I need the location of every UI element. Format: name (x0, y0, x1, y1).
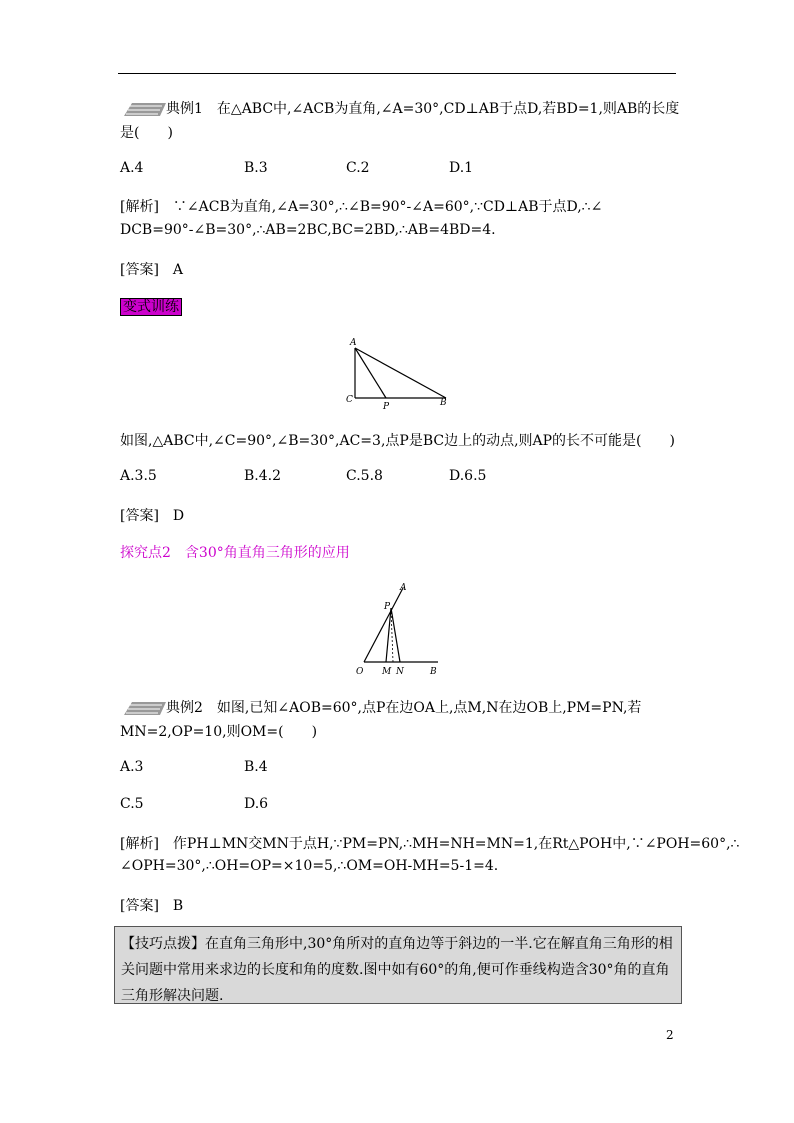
angle-label-o: O (356, 667, 364, 677)
example1-line2: 是( ) (120, 125, 173, 141)
example1-analysis-line2: DCB=90°-∠B=30°,∴AB=2BC,BC=2BD,∴AB=4BD=4. (120, 222, 496, 238)
tip-head: 【技巧点拨】 (121, 936, 205, 952)
example2-answer: [答案] B (120, 898, 184, 914)
angle-label-m: M (382, 667, 392, 677)
variant-option-b: B.4.2 (244, 468, 282, 484)
section2-title: 探究点2 含30°角直角三角形的应用 (120, 545, 350, 561)
example2-label: 典例2 (166, 700, 203, 716)
angle-label-b: B (430, 667, 437, 677)
variant-label-p: P (383, 402, 390, 410)
example1-analysis-line1: [解析] ∵∠ACB为直角,∠A=30°,∴∠B=90°-∠A=60°,∵CD⊥AB于点D,∴∠ (120, 199, 603, 215)
variant-heading (120, 296, 182, 316)
example2-option-d: D.6 (244, 796, 269, 812)
example1-answer: [答案] A (120, 262, 184, 278)
angle-label-p: P (384, 602, 391, 612)
page-number: 2 (666, 1028, 674, 1042)
tip-box (114, 926, 682, 1004)
example-badge-icon (120, 700, 166, 716)
header-rule (118, 73, 676, 74)
example2-question: 如图,已知∠AOB=60°,点P在边OA上,点M,N在边OB上,PM=PN,若 (216, 700, 642, 716)
example2-analysis-line1: [解析] 作PH⊥MN交MN于点H,∵PM=PN,∴MH=NH=MN=1,在Rt△POH中,∵∠POH=60°,∴ (120, 836, 740, 852)
example1-label: 典例1 (166, 101, 203, 117)
example2-option-b: B.4 (244, 759, 268, 775)
variant-question: 如图,△ABC中,∠C=90°,∠B=30°,AC=3,点P是BC边上的动点,则AP的长不可能是( ) (120, 433, 675, 449)
example2-analysis-line2: ∠OPH=30°,∴OH=OP=×10=5,∴OM=OH-MH=5-1=4. (120, 858, 499, 874)
variant-option-c: C.5.8 (346, 468, 383, 484)
angle-label-a: A (400, 583, 407, 593)
angle-label-n: N (396, 667, 404, 677)
example1-question: 在△ABC中,∠ACB为直角,∠A=30°,CD⊥AB于点D,若BD=1,则AB的长度 (216, 101, 680, 117)
example-badge-icon (120, 101, 166, 117)
example1-option-a: A.4 (120, 160, 144, 176)
variant-label-b: B (440, 398, 447, 408)
angle-figure (352, 578, 448, 678)
variant-option-d: D.6.5 (449, 468, 487, 484)
example1-option-b: B.3 (244, 160, 268, 176)
example1-option-c: C.2 (346, 160, 370, 176)
tip-text: 在直角三角形中,30°角所对的直角边等于斜边的一半.它在解直角三角形的相关问题中常用来求边的长度和角的度数.图中如有60°的角,便可作垂线构造含30°角的直角三角形解决问题. (121, 936, 673, 1004)
variant-label-a: A (350, 338, 357, 348)
example2-line2: MN=2,OP=10,则OM=( ) (120, 724, 318, 740)
variant-option-a: A.3.5 (120, 468, 157, 484)
variant-triangle-figure (340, 334, 460, 410)
example2-line1 (120, 697, 641, 717)
example2-option-c: C.5 (120, 796, 144, 812)
example1-option-d: D.1 (449, 160, 474, 176)
example1-line1 (120, 98, 679, 118)
variant-answer: [答案] D (120, 508, 185, 524)
example2-option-a: A.3 (120, 759, 144, 775)
variant-heading-text: 变式训练 (120, 298, 182, 316)
variant-label-c: C (346, 395, 353, 405)
